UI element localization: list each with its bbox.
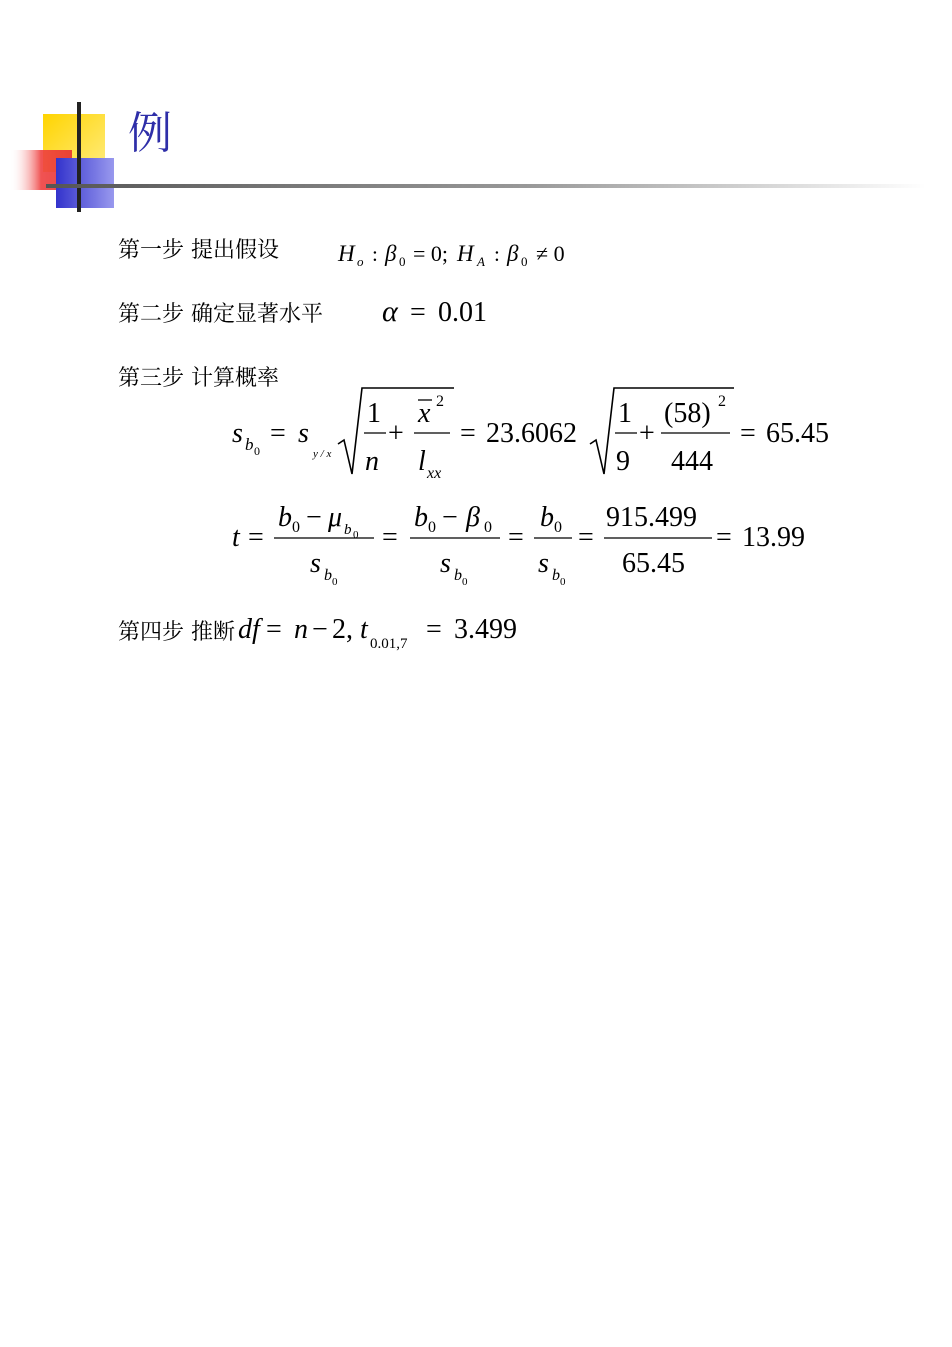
svg-text:b: b: [454, 567, 462, 584]
svg-text:(58): (58): [664, 398, 711, 429]
svg-text:2,: 2,: [332, 614, 353, 645]
svg-text:β: β: [466, 502, 480, 533]
svg-text:915.499: 915.499: [606, 502, 697, 533]
svg-text:b: b: [414, 502, 428, 533]
svg-text:A: A: [477, 254, 485, 269]
svg-text:s: s: [538, 548, 549, 579]
svg-text:0: 0: [292, 519, 300, 536]
svg-text:b: b: [324, 567, 332, 584]
svg-text:+: +: [388, 418, 404, 449]
svg-text:23.6062: 23.6062: [486, 418, 577, 449]
svg-text:−: −: [306, 502, 322, 533]
svg-text:= 0;: = 0;: [413, 241, 449, 266]
page-title: 例: [128, 108, 172, 159]
svg-text:l: l: [418, 446, 426, 477]
svg-text:β: β: [385, 241, 397, 266]
svg-text:H: H: [338, 241, 355, 266]
svg-text:=: =: [578, 522, 594, 553]
svg-text:65.45: 65.45: [766, 418, 829, 449]
svg-text:0: 0: [428, 519, 436, 536]
svg-text:≠ 0: ≠ 0: [536, 241, 565, 266]
standard-error-formula: [228, 380, 848, 488]
svg-text:0: 0: [554, 519, 562, 536]
svg-text:α: α: [382, 295, 398, 328]
svg-text:b: b: [245, 435, 254, 454]
svg-text:0: 0: [332, 576, 338, 588]
svg-text:2: 2: [718, 393, 726, 410]
svg-text:x: x: [418, 398, 431, 429]
svg-text:0: 0: [462, 576, 468, 588]
svg-text:9: 9: [616, 446, 630, 477]
svg-text:=: =: [270, 418, 286, 449]
svg-text:df: df: [238, 614, 260, 645]
svg-text:=: =: [426, 614, 442, 645]
svg-text:=: =: [460, 418, 476, 449]
svg-text:b: b: [552, 567, 560, 584]
svg-text:s: s: [232, 418, 243, 449]
critical-value-formula: [236, 606, 536, 658]
svg-text:y / x: y / x: [313, 448, 332, 460]
svg-text:13.99: 13.99: [742, 522, 805, 553]
svg-text:=: =: [716, 522, 732, 553]
svg-text:=: =: [410, 297, 426, 328]
horizontal-rule: [46, 184, 926, 188]
svg-text:0.01: 0.01: [438, 297, 487, 328]
svg-text:b: b: [278, 502, 292, 533]
t-statistic-formula: [228, 492, 828, 592]
step-3-label: 第三步 计算概率: [118, 366, 279, 391]
svg-text:2: 2: [436, 393, 444, 410]
svg-text:0: 0: [521, 254, 528, 269]
svg-text:n: n: [365, 446, 379, 477]
step-1-label: 第一步 提出假设: [118, 238, 279, 263]
svg-text:65.45: 65.45: [622, 548, 685, 579]
svg-text:=: =: [508, 522, 524, 553]
svg-text:b: b: [540, 502, 554, 533]
svg-text:xx: xx: [427, 465, 442, 482]
svg-text:−: −: [442, 502, 458, 533]
hypothesis-formula: [336, 232, 596, 276]
svg-text:1: 1: [367, 398, 381, 429]
svg-text:o: o: [357, 254, 364, 269]
svg-text:444: 444: [671, 446, 713, 477]
step-4-label: 第四步 推断: [118, 620, 235, 645]
svg-text:0: 0: [560, 576, 566, 588]
vertical-line: [77, 102, 81, 212]
svg-text:b: b: [344, 522, 352, 538]
svg-text::: :: [494, 242, 500, 266]
svg-text:t: t: [360, 614, 368, 645]
svg-text:n: n: [294, 614, 308, 645]
svg-text:0.01,7: 0.01,7: [370, 636, 408, 652]
svg-text:+: +: [639, 418, 655, 449]
svg-text:=: =: [248, 522, 264, 553]
svg-text:μ: μ: [328, 502, 343, 533]
svg-text:0: 0: [353, 529, 359, 541]
svg-text:−: −: [312, 614, 328, 645]
svg-text:0: 0: [399, 254, 406, 269]
svg-text:=: =: [740, 418, 756, 449]
svg-text:β: β: [507, 241, 519, 266]
svg-text:t: t: [232, 522, 240, 553]
alpha-formula: [380, 290, 520, 334]
step-2-label: 第二步 确定显著水平: [118, 302, 323, 327]
svg-text:s: s: [310, 548, 321, 579]
svg-text:1: 1: [618, 398, 632, 429]
svg-text:3.499: 3.499: [454, 614, 517, 645]
svg-text:=: =: [266, 614, 282, 645]
svg-text::: :: [372, 242, 378, 266]
svg-text:0: 0: [254, 444, 260, 458]
svg-text:H: H: [457, 241, 474, 266]
blue-square: [56, 158, 114, 208]
svg-text:=: =: [382, 522, 398, 553]
svg-text:s: s: [298, 418, 309, 449]
svg-text:0: 0: [484, 519, 492, 536]
svg-text:s: s: [440, 548, 451, 579]
